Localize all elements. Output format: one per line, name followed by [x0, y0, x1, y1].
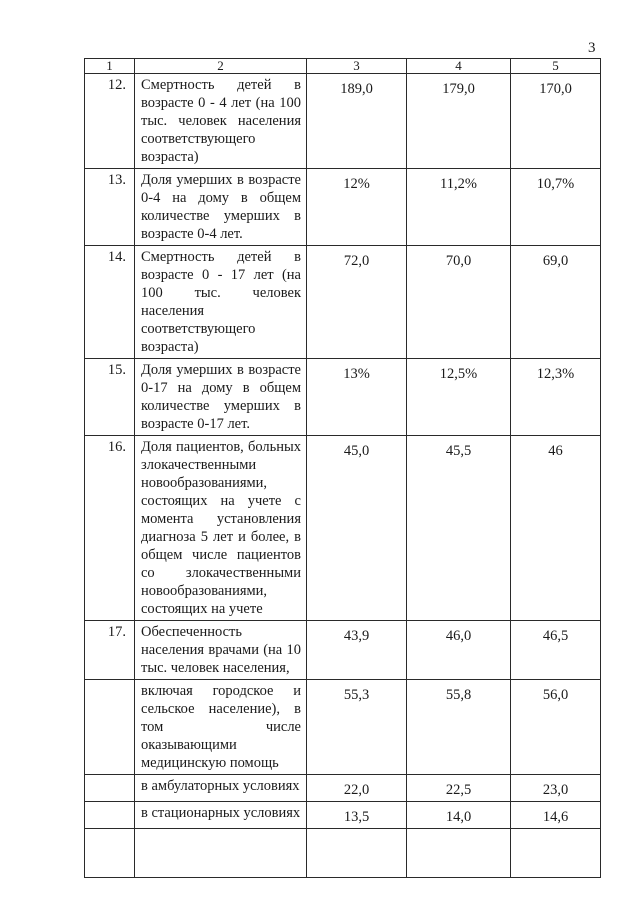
- row-number: 14.: [85, 246, 135, 359]
- indicators-table: [84, 58, 601, 878]
- table-row: [85, 359, 601, 436]
- page-number: 3: [588, 40, 596, 56]
- table-row: [85, 169, 601, 246]
- header-cell: 1: [85, 59, 135, 74]
- row-number: [85, 680, 135, 775]
- row-value-col3: 12%: [307, 169, 407, 246]
- table-row: [85, 680, 601, 775]
- empty-cell: [511, 829, 601, 878]
- row-indicator: Доля пациентов, больных злокачественными новообразованиями, состоящих на учете с момента установления диагноза 5 лет и более, в общем числе пациентов со злокачественными новообразованиями, состоящих на учете: [135, 436, 307, 621]
- row-value-col3: 189,0: [307, 74, 407, 169]
- header-cell: 4: [407, 59, 511, 74]
- row-indicator: Смертность детей в возрасте 0 - 4 лет (на 100 тыс. человек населения соответствующего возраста): [135, 74, 307, 169]
- empty-cell: [307, 829, 407, 878]
- row-number: 13.: [85, 169, 135, 246]
- empty-cell: [135, 829, 307, 878]
- row-value-col5: 14,6: [511, 802, 601, 829]
- table-row: [85, 246, 601, 359]
- table-row: [85, 775, 601, 802]
- row-value-col4: 45,5: [407, 436, 511, 621]
- row-value-col5: 170,0: [511, 74, 601, 169]
- row-number: 16.: [85, 436, 135, 621]
- row-value-col3: 22,0: [307, 775, 407, 802]
- row-value-col4: 12,5%: [407, 359, 511, 436]
- row-value-col4: 70,0: [407, 246, 511, 359]
- row-number: [85, 775, 135, 802]
- table-row: [85, 621, 601, 680]
- row-indicator: Доля умерших в возрасте 0-4 на дому в общем количестве умерших в возрасте 0-4 лет.: [135, 169, 307, 246]
- row-indicator: Смертность детей в возрасте 0 - 17 лет (на 100 тыс. человек населения соответствующего возраста): [135, 246, 307, 359]
- header-cell: 5: [511, 59, 601, 74]
- row-number: 12.: [85, 74, 135, 169]
- row-value-col5: 23,0: [511, 775, 601, 802]
- row-number: [85, 802, 135, 829]
- empty-cell: [407, 829, 511, 878]
- row-value-col3: 72,0: [307, 246, 407, 359]
- row-indicator: Обеспеченность населения врачами (на 10 тыс. человек населения,: [135, 621, 307, 680]
- row-value-col4: 14,0: [407, 802, 511, 829]
- row-value-col4: 11,2%: [407, 169, 511, 246]
- header-cell: 2: [135, 59, 307, 74]
- row-value-col4: 22,5: [407, 775, 511, 802]
- header-cell: 3: [307, 59, 407, 74]
- row-indicator: в амбулаторных условиях: [135, 775, 307, 802]
- empty-row: [85, 829, 601, 878]
- row-value-col3: 43,9: [307, 621, 407, 680]
- empty-cell: [85, 829, 135, 878]
- table-header-row: [85, 59, 601, 74]
- row-indicator: включая городское и сельское население), в том числе оказывающими медицинскую помощь: [135, 680, 307, 775]
- row-value-col5: 46: [511, 436, 601, 621]
- table-row: [85, 802, 601, 829]
- row-value-col4: 55,8: [407, 680, 511, 775]
- row-value-col3: 45,0: [307, 436, 407, 621]
- row-value-col5: 56,0: [511, 680, 601, 775]
- row-value-col4: 179,0: [407, 74, 511, 169]
- row-value-col3: 13%: [307, 359, 407, 436]
- row-value-col4: 46,0: [407, 621, 511, 680]
- row-value-col3: 55,3: [307, 680, 407, 775]
- row-value-col5: 12,3%: [511, 359, 601, 436]
- row-indicator: в стационарных условиях: [135, 802, 307, 829]
- row-number: 17.: [85, 621, 135, 680]
- row-value-col5: 46,5: [511, 621, 601, 680]
- row-value-col5: 10,7%: [511, 169, 601, 246]
- row-number: 15.: [85, 359, 135, 436]
- row-value-col3: 13,5: [307, 802, 407, 829]
- row-value-col5: 69,0: [511, 246, 601, 359]
- row-indicator: Доля умерших в возрасте 0-17 на дому в общем количестве умерших в возрасте 0-17 лет.: [135, 359, 307, 436]
- table-row: [85, 74, 601, 169]
- table-row: [85, 436, 601, 621]
